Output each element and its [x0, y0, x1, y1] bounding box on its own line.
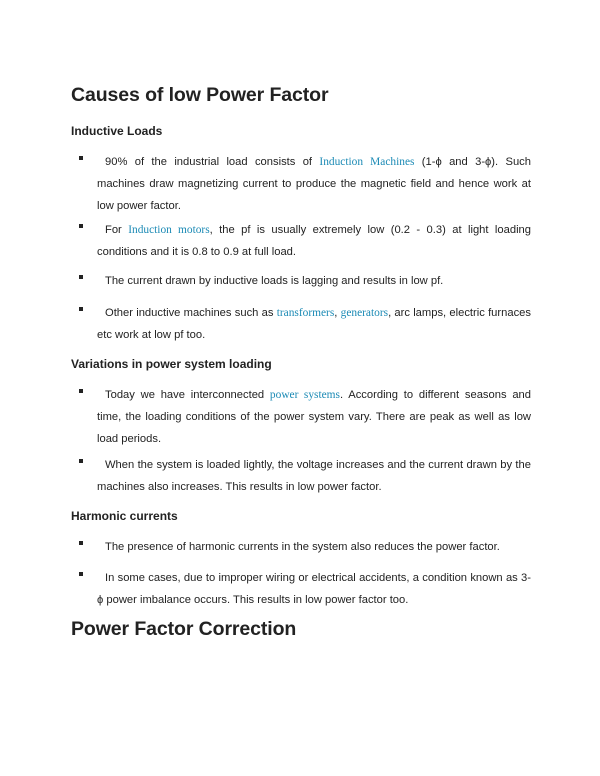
list-item-text: The presence of harmonic currents in the system also reduces the power factor.	[105, 541, 500, 553]
page-title-correction: Power Factor Correction	[71, 618, 297, 640]
link-power-systems[interactable]: power systems	[269, 389, 340, 401]
bullet-icon	[79, 541, 83, 545]
list-item-text: For Induction motors, the pf is usually extremely low (0.2 - 0.3) at light loading conditions and it is 0.8 to 0.9 at full load.	[97, 224, 531, 258]
list-item	[71, 219, 531, 263]
list-item	[71, 384, 531, 450]
heading-inductive-loads: Inductive Loads	[71, 124, 163, 138]
list-item-text: Other inductive machines such as transformers, generators, arc lamps, electric furnaces etc work at low pf too.	[97, 307, 531, 341]
bullet-icon	[79, 459, 83, 463]
link-induction-motors[interactable]: Induction motors	[128, 224, 210, 236]
list-item	[71, 454, 531, 498]
heading-harmonic-currents: Harmonic currents	[71, 509, 178, 523]
list-item	[71, 270, 531, 292]
list-item-text: Today we have interconnected power systems. According to different seasons and time, the loading conditions of the power system vary. There are peak as well as low load periods.	[97, 389, 531, 445]
link-generators[interactable]: generators	[340, 307, 389, 319]
bullet-icon	[79, 275, 83, 279]
list-item	[71, 151, 531, 217]
bullet-icon	[79, 389, 83, 393]
link-induction-machines[interactable]: Induction Machines	[319, 156, 415, 168]
list-item-text: 90% of the industrial load consists of Induction Machines (1-ϕ and 3-ϕ). Such machines draw magnetizing current to produce the magnetic field and hence work at low power factor.	[97, 156, 531, 212]
list-item-text: The current drawn by inductive loads is lagging and results in low pf.	[105, 275, 444, 287]
list-item-text: In some cases, due to improper wiring or electrical accidents, a condition known as 3-ϕ power imbalance occurs. This results in low power factor too.	[97, 572, 531, 606]
list-item	[71, 567, 531, 611]
page-title-causes: Causes of low Power Factor	[71, 84, 329, 106]
list-item	[71, 302, 531, 346]
bullet-icon	[79, 572, 83, 576]
bullet-icon	[79, 224, 83, 228]
list-item-text: When the system is loaded lightly, the voltage increases and the current drawn by the machines also increases. This results in low power factor.	[97, 459, 531, 493]
bullet-icon	[79, 156, 83, 160]
link-transformers[interactable]: transformers	[276, 307, 335, 319]
list-item	[71, 536, 531, 558]
heading-variations: Variations in power system loading	[71, 357, 272, 371]
bullet-icon	[79, 307, 83, 311]
